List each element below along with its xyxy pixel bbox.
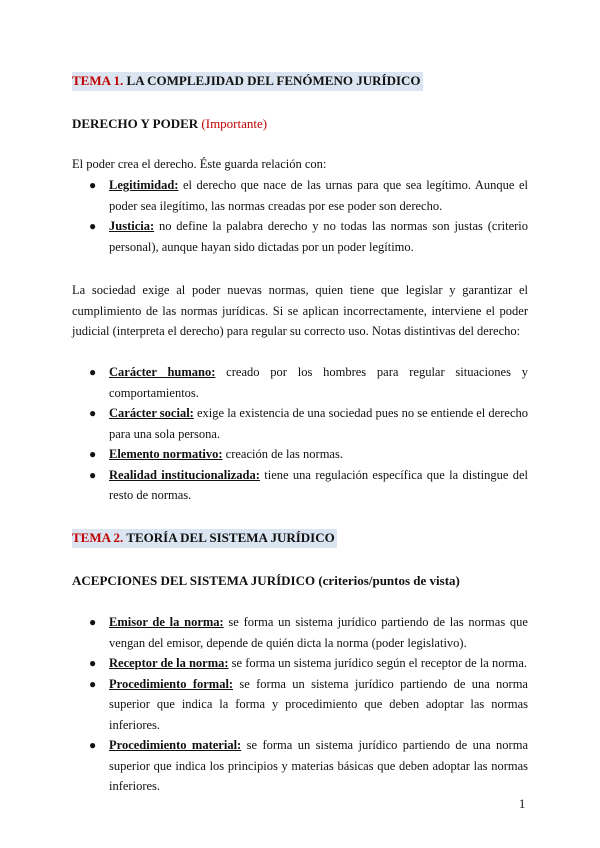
list-item-term: Receptor de la norma: [109,656,229,670]
tema2-number: TEMA 2. [72,530,124,545]
bullet-icon: ● [89,219,97,233]
list-item [72,735,528,797]
list-item-text: se forma un sistema jurídico partiendo de una norma superior que indica los principios y materias básicas que deben adoptar las normas inferiores. [109,738,528,793]
bullet-icon: ● [89,365,97,379]
list-item-term: Emisor de la norma: [109,615,224,629]
section2-heading: ACEPCIONES DEL SISTEMA JURÍDICO (criterios/puntos de vista) [72,573,460,588]
list-item-text: creado por los hombres para regular situaciones y comportamientos. [109,365,528,400]
list-item-text: se forma un sistema jurídico partiendo de las normas que vengan del emisor, depende de quién dicta la norma (poder legislativo). [109,615,528,650]
list2 [72,362,528,506]
list-item [72,216,528,257]
tema1-heading [72,72,423,91]
list-item-term: Elemento normativo: [109,447,223,461]
bullet-icon: ● [89,738,97,752]
list-item-term: Procedimiento material: [109,738,242,752]
intro1-paragraph: El poder crea el derecho. Éste guarda relación con: [72,157,327,171]
list-item [72,612,528,653]
list-item [72,444,528,465]
tema1-title: LA COMPLEJIDAD DEL FENÓMENO JURÍDICO [126,73,421,88]
list-item [72,403,528,444]
bullet-icon: ● [89,178,97,192]
list-item-term: Carácter social: [109,406,194,420]
list1 [72,175,528,257]
bullet-icon: ● [89,406,97,420]
list-item-text: no define la palabra derecho y no todas las normas son justas (criterio personal), aunque hayan sido dictadas por un poder legítimo. [109,219,528,254]
list-item-term: Justicia: [109,219,155,233]
tema2-title: TEORÍA DEL SISTEMA JURÍDICO [126,530,335,545]
list-item-term: Procedimiento formal: [109,676,234,691]
list-item-term: Realidad institucionalizada: [109,467,260,482]
bullet-icon: ● [89,676,97,691]
list-item [72,465,528,506]
bullet-icon: ● [89,656,97,670]
list3 [72,612,528,797]
list-item-term: Legitimidad: [109,178,179,192]
bullet-icon: ● [89,447,97,461]
page-number: 1 [519,797,526,811]
section1-tag: (Importante) [201,116,268,131]
list-item-text: creación de las normas. [222,447,343,461]
list-item-text: se forma un sistema jurídico según el receptor de la norma. [228,656,528,670]
list-item [72,674,528,736]
tema1-number: TEMA 1. [72,73,124,88]
list-item [72,362,528,403]
bullet-icon: ● [89,615,97,629]
tema2-heading [72,529,337,548]
section1-title: DERECHO Y PODER [72,116,199,131]
list-item [72,175,528,216]
bullet-icon: ● [89,467,97,482]
paragraph2: La sociedad exige al poder nuevas normas, quien tiene que legislar y garantizar el cumplimiento de las normas jurídicas. Si se aplican incorrectamente, interviene el poder judicial (interpreta el derecho) para regular su correcto uso. Notas distintivas del derecho: [72,283,528,338]
list-item-text: tiene una regulación específica que la distingue del resto de normas. [109,467,528,502]
section1-heading [72,116,267,132]
list-item-term: Carácter humano: [109,365,216,379]
list-item-text: se forma un sistema jurídico partiendo de una norma superior que indica la forma y procedimiento que deben adoptar las normas inferiores. [109,676,528,732]
list-item-text: exige la existencia de una sociedad pues no se entiende el derecho para una sola persona. [109,406,528,441]
list-item-text: el derecho que nace de las urnas para que sea legítimo. Aunque el poder sea ilegítimo, las normas creadas por ese poder son derecho. [109,178,528,213]
list-item [72,653,528,674]
